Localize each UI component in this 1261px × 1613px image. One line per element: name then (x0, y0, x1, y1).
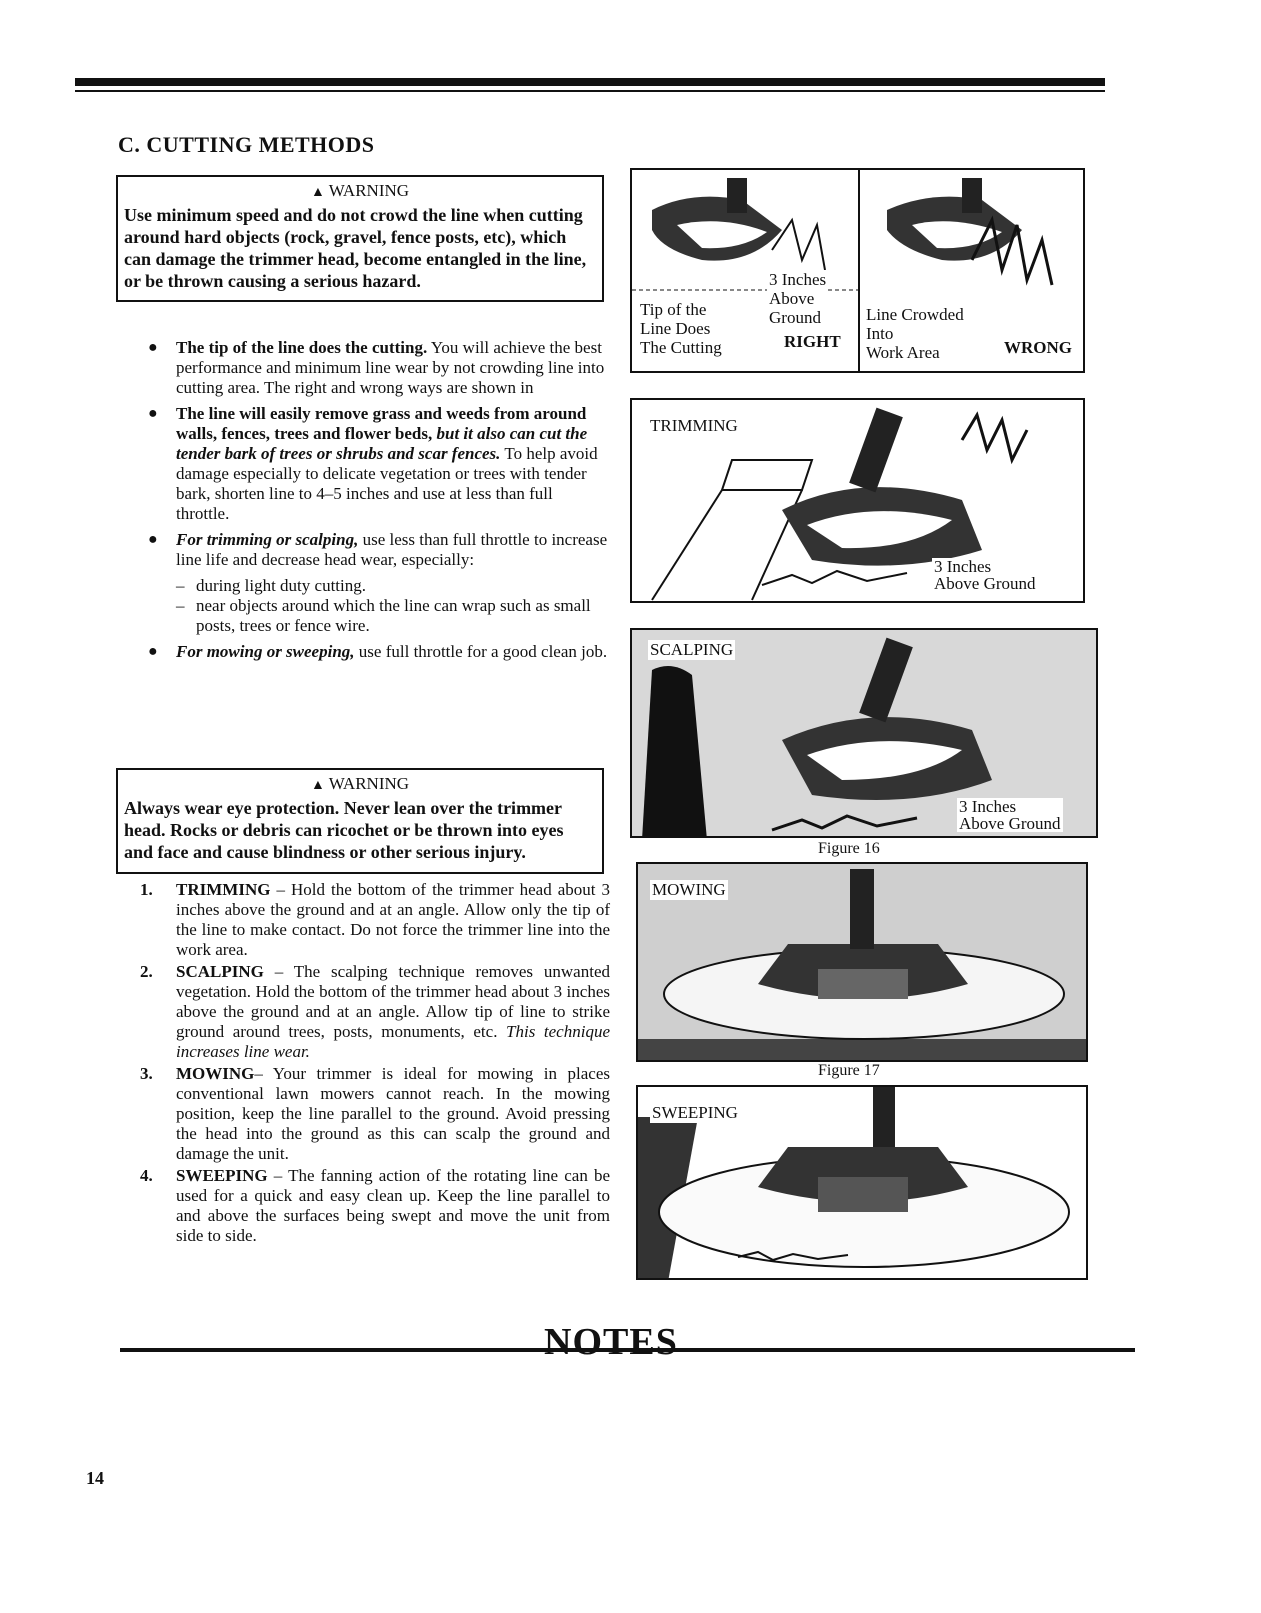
page-number: 14 (86, 1468, 104, 1488)
top-rule (75, 78, 1105, 86)
section-title: C. CUTTING METHODS (118, 132, 375, 157)
figure-scalping (630, 628, 1098, 838)
trimming-label: TRIMMING (650, 416, 738, 435)
right-label: RIGHT (784, 332, 841, 351)
figure-mid-label: 3 Inches Above Ground (769, 270, 827, 327)
figure-17-caption: Figure 17 (818, 1062, 880, 1079)
warning-box-speed (116, 175, 604, 302)
bullet-icon: ● (148, 405, 158, 422)
trimming-measure: 3 Inches Above Ground (934, 557, 1036, 593)
top-rule-thin (75, 90, 1105, 92)
figure-16-caption: Figure 16 (818, 840, 880, 857)
mowing-label: MOWING (652, 880, 726, 899)
sub-list-item: – during light duty cutting. (176, 576, 366, 595)
sub-list-item: – near objects around which the line can wrap such as small posts, trees or fence wire. (176, 596, 591, 635)
sub-list (140, 576, 610, 636)
list-item: ● For trimming or scalping, use less than full throttle to increase line life and decrease head wear, especially: (148, 530, 608, 569)
figure-left-label: Tip of the Line Does The Cutting (640, 300, 722, 357)
bullet-icon: ● (148, 339, 158, 356)
technique-list (140, 880, 610, 1248)
warning-box-eye-protection (116, 768, 604, 874)
figure-trimming (630, 398, 1085, 603)
list-item: ● The tip of the line does the cutting. You will achieve the best performance and minimum line wear by not crowding line into cutting area. The right and wrong ways are shown in (148, 338, 605, 397)
scalping-label: SCALPING (650, 640, 734, 659)
bullet-icon: ● (148, 531, 158, 548)
technique-item-sweeping: 4. SWEEPING – The fanning action of the rotating line can be used for a quick and easy clean up. Keep the line parallel to and above the surfaces being swept and move the unit from side to side. (140, 1166, 610, 1245)
warning-header: ▲ WARNING (310, 774, 410, 793)
warning-triangle-icon: ▲ (310, 778, 325, 793)
bullet-icon: ● (148, 643, 158, 660)
technique-item-scalping: 2. SCALPING – The scalping technique removes unwanted vegetation. Hold the bottom of the trimmer head about 3 inches above the ground and at an angle. Allow tip of line to strike ground around trees, posts, monuments, etc. This technique increases line wear. (140, 962, 610, 1061)
warning-text: Use minimum speed and do not crowd the line when cutting around hard objects (rock, gravel, fence posts, etc), which can damage the trimmer head, become entangled in the line, or be thrown causing a serious hazard. (124, 205, 587, 291)
warning-header: ▲ WARNING (310, 181, 410, 200)
figure-sweeping (636, 1085, 1088, 1280)
list-item: ● The line will easily remove grass and weeds from around walls, fences, trees and flower beds, but it also can cut the tender bark of trees or shrubs and scar fences. To help avoid damage especially to delicate vegetation or trees with tender bark, shorten line to 4–5 inches and use at less than full throttle. (148, 404, 598, 523)
wrong-label: WRONG (1004, 338, 1072, 357)
technique-item-trimming: 1. TRIMMING – Hold the bottom of the trimmer head about 3 inches above the ground and at an angle. Allow only the tip of the line to make contact. Do not force the trimmer line into the work area. (140, 880, 610, 959)
sweeping-label: SWEEPING (652, 1103, 738, 1122)
scalping-measure: 3 Inches Above Ground (959, 797, 1061, 833)
list-item: ● For mowing or sweeping, use full throttle for a good clean job. (148, 642, 608, 661)
technique-item-mowing: 3. MOWING– Your trimmer is ideal for mowing in places conventional lawn mowers cannot reach. In the mowing position, keep the line parallel to the ground. Avoid pressing the head into the ground as this can scalp the ground and damage the unit. (140, 1064, 610, 1163)
figure-right-label: Line Crowded Into Work Area (866, 305, 964, 362)
figure-right-wrong (630, 168, 1085, 373)
notes-title: NOTES (544, 1321, 678, 1363)
warning-triangle-icon: ▲ (310, 185, 325, 200)
cutting-tips-list (140, 338, 610, 668)
figure-mowing (636, 862, 1088, 1062)
warning-text: Always wear eye protection. Never lean over the trimmer head. Rocks or debris can ricochet or be thrown into eyes and face and cause blindness or other serious injury. (124, 798, 564, 862)
